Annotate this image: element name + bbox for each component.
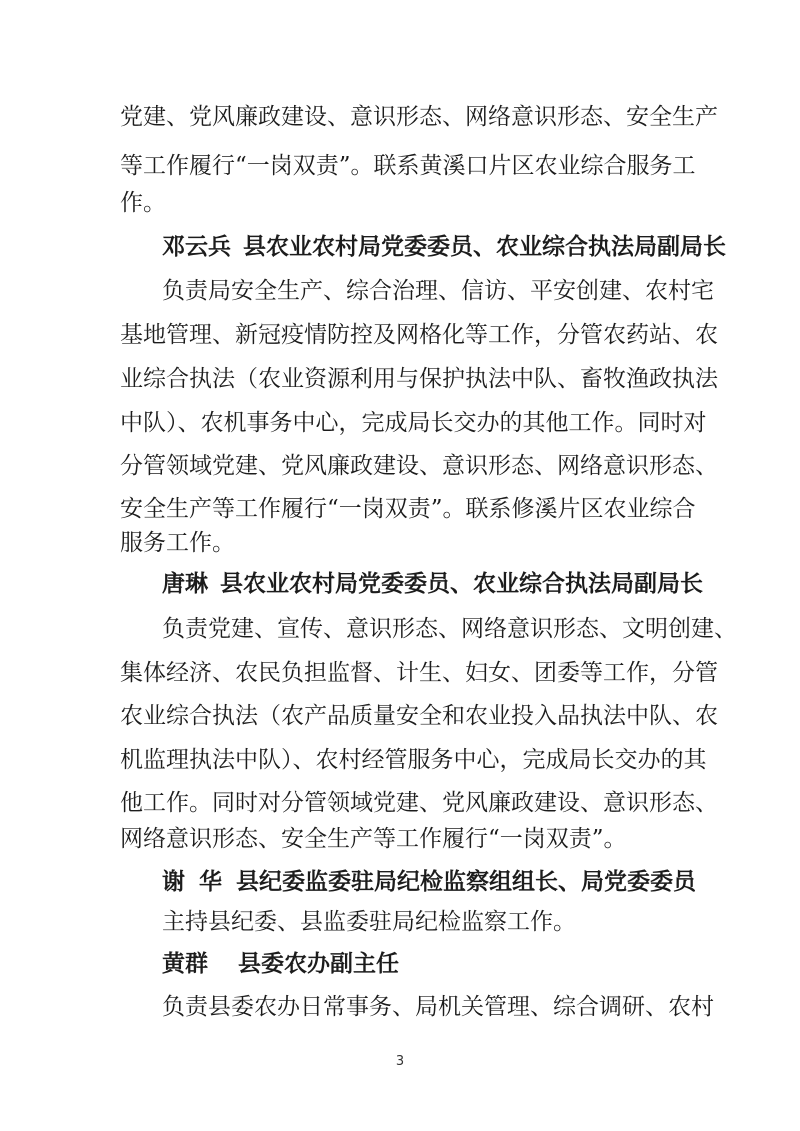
intro-line: 等工作履行“一岗双责”。联系黄溪口片区农业综合服务工 — [120, 153, 696, 179]
official-name: 黄群 — [162, 951, 208, 977]
intro-line: 作。 — [120, 190, 166, 216]
official-name: 谢华 — [162, 869, 236, 895]
section-line: 机监理执法中队）、农村经管服务中心，完成局长交办的其 — [120, 747, 707, 773]
section-heading — [162, 947, 399, 981]
official-title: 县农业农村局党委委员、农业综合执法局副局长 — [220, 571, 703, 597]
section-line: 基地管理、新冠疫情防控及网格化等工作，分管农药站、农 — [120, 322, 718, 348]
section-line: 负责县委农办日常事务、局机关管理、综合调研、农村 — [162, 994, 714, 1020]
section-line: 负责党建、宣传、意识形态、网络意识形态、文明创建、 — [162, 616, 737, 642]
section-heading — [162, 567, 703, 601]
section-line: 集体经济、农民负担监督、计生、妇女、团委等工作，分管 — [120, 660, 718, 686]
section-heading — [162, 230, 726, 264]
intro-line: 党建、党风廉政建设、意识形态、网络意识形态、安全生产 — [120, 104, 718, 130]
section-line: 主持县纪委、县监委驻局纪检监察工作。 — [162, 909, 576, 935]
section-line: 中队）、农机事务中心，完成局长交办的其他工作。同时对 — [120, 410, 707, 436]
section-line: 他工作。同时对分管领域党建、党风廉政建设、意识形态、 — [120, 790, 718, 816]
official-title: 县纪委监委驻局纪检监察组组长、局党委委员 — [236, 869, 696, 895]
section-line: 业综合执法（农业资源利用与保护执法中队、畜牧渔政执法 — [120, 366, 718, 392]
page-number: 3 — [395, 1054, 405, 1069]
official-title: 县委农办副主任 — [238, 951, 399, 977]
section-line: 分管领域党建、党风廉政建设、意识形态、网络意识形态、 — [120, 453, 718, 479]
official-name: 邓云兵 — [162, 234, 231, 260]
section-line: 负责局安全生产、综合治理、信访、平安创建、农村宅 — [162, 278, 714, 304]
official-title: 县农业农村局党委委员、农业综合执法局副局长 — [243, 234, 726, 260]
section-line: 网络意识形态、安全生产等工作履行“一岗双责”。 — [120, 826, 627, 852]
section-line: 农业综合执法（农产品质量安全和农业投入品执法中队、农 — [120, 703, 718, 729]
section-line: 服务工作。 — [120, 530, 235, 556]
official-name: 唐琳 — [162, 571, 208, 597]
section-heading — [162, 865, 696, 899]
section-line: 安全生产等工作履行“一岗双责”。联系修溪片区农业综合 — [120, 496, 696, 522]
